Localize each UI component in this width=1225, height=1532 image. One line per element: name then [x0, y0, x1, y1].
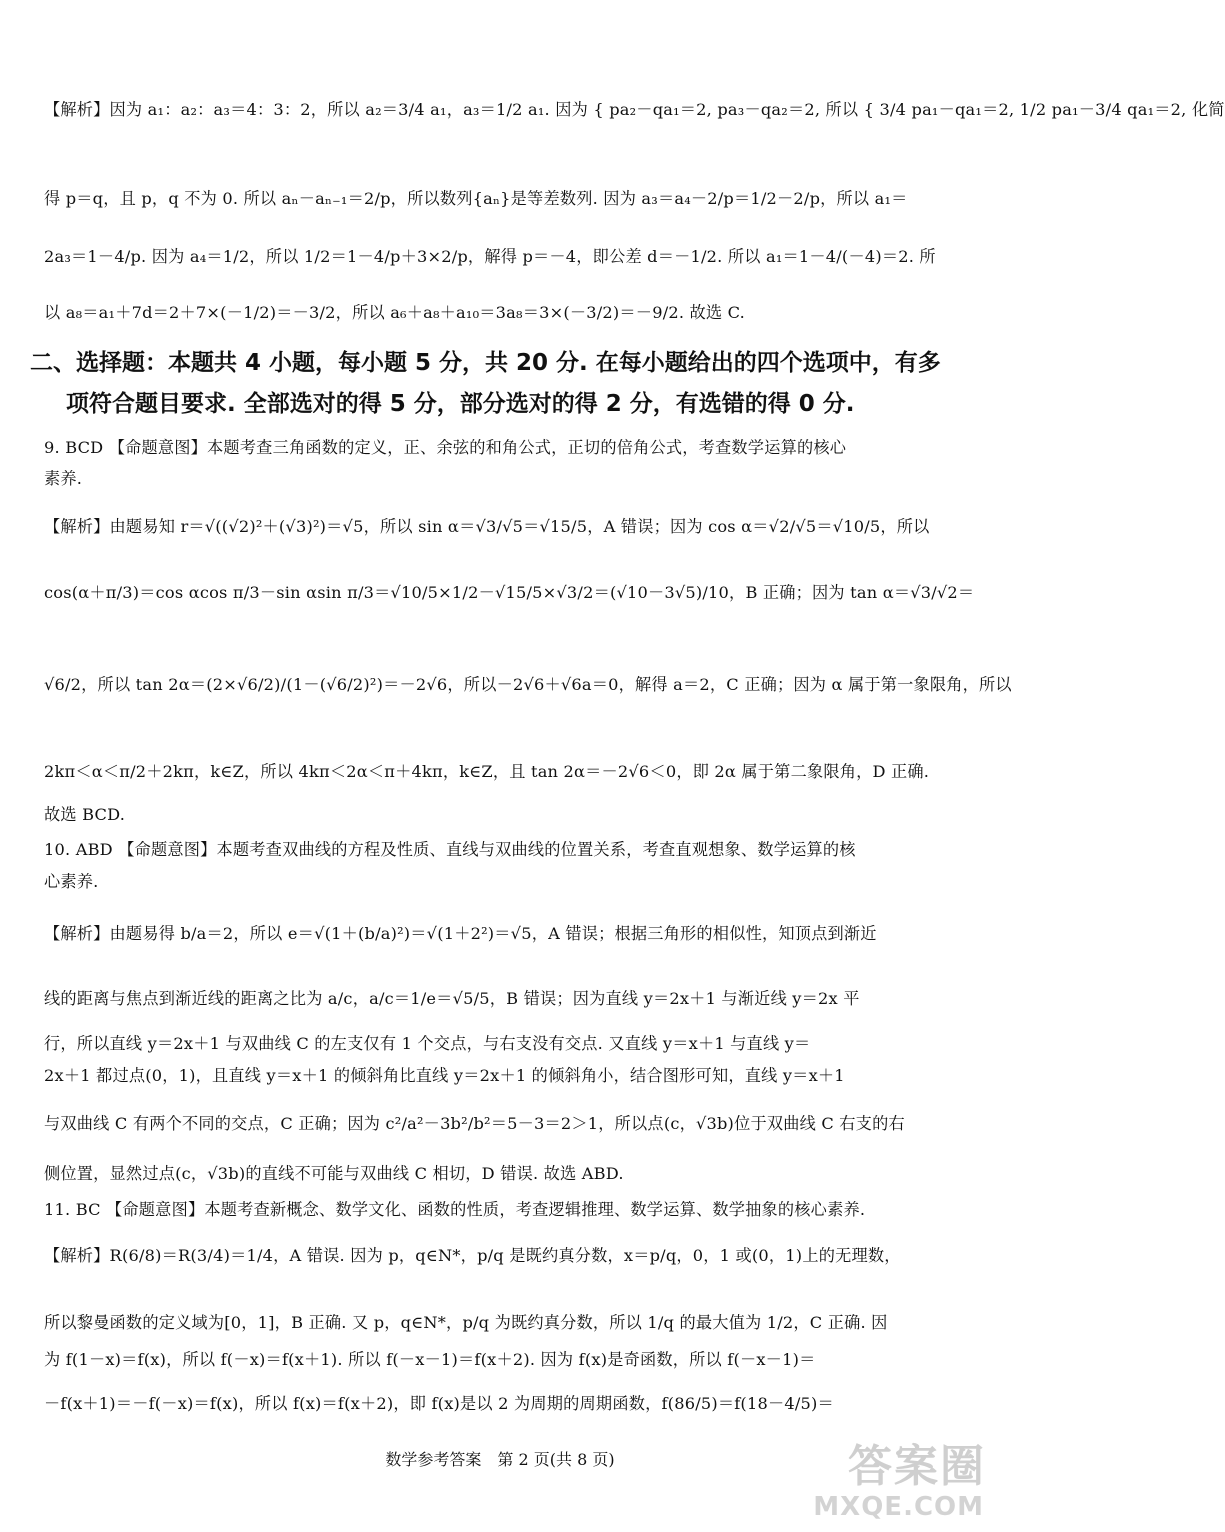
text-line: 心素养. — [44, 872, 99, 891]
text-line: 【解析】因为 a₁：a₂：a₃＝4：3：2，所以 a₂＝3/4 a₁，a₃＝1/2 a₁. 因为 { pa₂－qa₁＝2, pa₃－qa₂＝2, 所以 { 3/4 pa₁－qa₁＝2, 1/2 pa₁－3/4 qa₁＝2, 化简 — [44, 100, 1225, 119]
text-line: 【解析】由题易知 r＝√((√2)²＋(√3)²)＝√5，所以 sin α＝√3/√5＝√15/5，A 错误；因为 cos α＝√2/√5＝√10/5，所以 — [44, 517, 930, 536]
text-line: 为 f(1－x)＝f(x)，所以 f(－x)＝f(x＋1). 所以 f(－x－1)＝f(x＋2). 因为 f(x)是奇函数，所以 f(－x－1)＝ — [44, 1350, 816, 1369]
text-line: 得 p＝q，且 p，q 不为 0. 所以 aₙ－aₙ₋₁＝2/p，所以数列{aₙ}是等差数列. 因为 a₃＝a₄－2/p＝1/2－2/p，所以 a₁＝ — [44, 189, 908, 208]
text-line: 故选 BCD. — [44, 805, 126, 824]
watermark-big-text: 答案圈 — [848, 1441, 986, 1492]
text-line: 行，所以直线 y＝2x＋1 与双曲线 C 的左支仅有 1 个交点，与右支没有交点. 又直线 y＝x＋1 与直线 y＝ — [44, 1034, 811, 1053]
text-line: 以 a₈＝a₁＋7d＝2＋7×(－1/2)＝－3/2，所以 a₆＋a₈＋a₁₀＝3a₈＝3×(－3/2)＝－9/2. 故选 C. — [44, 303, 746, 322]
text-line: 【解析】由题易得 b/a＝2，所以 e＝√(1＋(b/a)²)＝√(1＋2²)＝√5，A 错误；根据三角形的相似性，知顶点到渐近 — [44, 924, 877, 943]
section-heading-line-2: 项符合题目要求. 全部选对的得 5 分，部分选对的得 2 分，有选错的得 0 分. — [66, 391, 855, 417]
watermark-logo — [813, 1430, 986, 1522]
question-10-intent: 10. ABD 【命题意图】本题考查双曲线的方程及性质、直线与双曲线的位置关系，考查直观想象、数学运算的核 — [44, 840, 856, 859]
text-line: √6/2，所以 tan 2α＝(2×√6/2)/(1－(√6/2)²)＝－2√6，所以－2√6＋√6a＝0，解得 a＝2，C 正确；因为 α 属于第一象限角，所以 — [44, 675, 1012, 694]
text-line: 素养. — [44, 469, 83, 488]
text-line: －f(x＋1)＝－f(－x)＝f(x)，所以 f(x)＝f(x＋2)，即 f(x)是以 2 为周期的周期函数，f(86/5)＝f(18－4/5)＝ — [44, 1394, 834, 1413]
text-line: 2a₃＝1－4/p. 因为 a₄＝1/2，所以 1/2＝1－4/p＋3×2/p，解得 p＝－4，即公差 d＝－1/2. 所以 a₁＝1－4/(－4)＝2. 所 — [44, 247, 936, 266]
question-9-intent: 9. BCD 【命题意图】本题考查三角函数的定义，正、余弦的和角公式，正切的倍角公式，考查数学运算的核心 — [44, 438, 847, 457]
text-line: 2x＋1 都过点(0，1)，且直线 y＝x＋1 的倾斜角比直线 y＝2x＋1 的倾斜角小，结合图形可知，直线 y＝x＋1 — [44, 1066, 845, 1085]
text-line: 【解析】R(6/8)＝R(3/4)＝1/4，A 错误. 因为 p，q∈N*，p/q 是既约真分数，x＝p/q，0，1 或(0，1)上的无理数， — [44, 1246, 901, 1265]
section-heading-line-1: 二、选择题：本题共 4 小题，每小题 5 分，共 20 分. 在每小题给出的四个选项中，有多 — [30, 350, 941, 376]
text-line: 线的距离与焦点到渐近线的距离之比为 a/c，a/c＝1/e＝√5/5，B 错误；因为直线 y＝2x＋1 与渐近线 y＝2x 平 — [44, 989, 860, 1008]
text-line: 与双曲线 C 有两个不同的交点，C 正确；因为 c²/a²－3b²/b²＝5－3＝2＞1，所以点(c，√3b)位于双曲线 C 右支的右 — [44, 1114, 905, 1133]
watermark-url: MXQE.COM — [813, 1492, 984, 1522]
text-line: 侧位置，显然过点(c，√3b)的直线不可能与双曲线 C 相切，D 错误. 故选 ABD. — [44, 1164, 624, 1183]
question-11-intent: 11. BC 【命题意图】本题考查新概念、数学文化、函数的性质，考查逻辑推理、数学运算、数学抽象的核心素养. — [44, 1200, 866, 1219]
page-footer: 数学参考答案 第 2 页(共 8 页) — [385, 1450, 615, 1469]
text-line: cos(α＋π/3)＝cos αcos π/3－sin αsin π/3＝√10/5×1/2－√15/5×√3/2＝(√10－3√5)/10，B 正确；因为 tan α＝√3/√2＝ — [44, 583, 975, 602]
text-line: 2kπ＜α＜π/2＋2kπ，k∈Z，所以 4kπ＜2α＜π＋4kπ，k∈Z，且 tan 2α＝－2√6＜0，即 2α 属于第二象限角，D 正确. — [44, 762, 930, 781]
text-line: 所以黎曼函数的定义域为[0，1]，B 正确. 又 p，q∈N*，p/q 为既约真分数，所以 1/q 的最大值为 1/2，C 正确. 因 — [44, 1313, 888, 1332]
